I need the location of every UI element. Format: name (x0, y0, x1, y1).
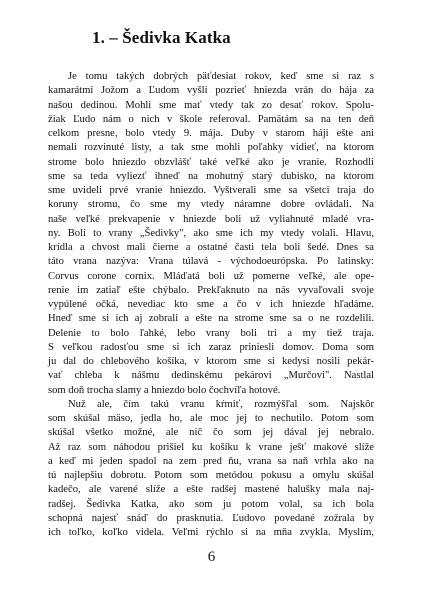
body-line: celkom presne, bolo vtedy 9. mája. Duby v starom háji ešte ani (48, 128, 374, 139)
page-number: 6 (207, 549, 216, 565)
body-text (48, 70, 374, 540)
body-line: našou dedinou. Mohli sme mať vtedy tak zo desať rokov. Spolu- (48, 99, 374, 111)
body-line: kamarátmi Jožom a Ľudom vyšli pozrieť hniezda vrán do hája za (48, 85, 374, 97)
body-line: Corvus corone cornix. Mláďatá boli už pomerne veľké, ale ope- (48, 270, 374, 282)
body-line: vať chleba k nášmu dedinskému pekárovi „Murčovi". Nastlal (48, 370, 374, 382)
body-line: skúšal všetko možné, ale nič čo som jej dával jej nebralo. (48, 427, 374, 439)
body-line: kadečo, ale varené slíže a ešte radšej mastené halušky mala naj- (48, 484, 374, 496)
body-line: koruny stromu, čo sme my vtedy náramne dobre ovládali. Na (48, 199, 374, 211)
body-line: Delenie to bolo ľahké, lebo vrany boli tri a my tiež traja. (48, 327, 374, 339)
body-line: vypúlené očká, nevediac kto sme a čo v ich hniezde hľadáme. (48, 299, 374, 310)
body-line: žiak Ľudo nám o nich v škole referoval. Pamätám sa na ten deň (48, 113, 374, 125)
body-line: Hneď sme si ich aj zobrali a ešte na strome sme sa o ne rozdelili. (48, 313, 374, 325)
body-line: Nuž ale, čím takú vranu kŕmiť, rozmýšľal som. Najskôr (68, 398, 374, 410)
body-line: som skúšal mäso, jedla ho, ale moc jej to nechutilo. Potom som (48, 413, 374, 424)
body-line: som doň trocha slamy a hniezdo bolo čochvíľa hotové. (48, 384, 281, 396)
body-line: a keď mi jeden spadol na zem pred ňu, vrana sa naň vrhla ako na (48, 455, 374, 467)
body-line: krídla a chvost mali čierne a ostatné časti tela boli šedé. Dnes sa (48, 242, 374, 253)
body-line: táto vrana nazýva: Vrana túlavá - východoeurópska. Po latinsky: (48, 256, 374, 268)
body-line: radšej. Šedivka Katka, ako som ju potom volal, sa ich bola (48, 498, 374, 510)
body-line: ju dal do chlebového košíka, v ktorom sme si kedysi nosili pekár- (48, 356, 374, 367)
body-line: sme uvideli prvé vranie hniezdo. Vyštverali sme sa všetci traja do (48, 185, 374, 196)
body-line: sme sa teda vyliezť ihneď na mohutný starý dubisko, na ktorom (48, 170, 374, 182)
body-line: ich toľko, koľko videla. Veľmi rýchlo si na mňa zvykla. Myslím, (48, 527, 374, 538)
body-line: naše veľké prekvapenie v hniezde boli už vyliahnuté mladé vra- (48, 213, 374, 225)
body-line: nemali rozvinuté listy, a tak sme mohli poľahky vidieť, na ktorom (48, 142, 374, 154)
body-line: strome bolo hniezdo obzvlášť také veľké ako je vranie. Rozhodli (48, 156, 374, 168)
body-line: S veľkou radosťou sme si ich zaraz priniesli domov. Doma som (48, 341, 374, 353)
chapter-title: 1. – Šedivka Katka (92, 28, 231, 47)
body-line: renie im zatiaľ ešte chýbalo. Prekľaknuto na nás vyvaľovali svoje (48, 284, 374, 296)
body-line: schopná najesť snáď do prasknutia. Ľudovo povedané zožrala by (48, 512, 374, 524)
body-line: tú najlepšiu dobrotu. Potom som metódou pokusu a omylu skúšal (48, 470, 374, 481)
body-line: ny. Boli to vrany „Šedivky", ako sme ich my vtedy volali. Hlavu, (48, 227, 374, 239)
body-line: Je tomu takých dobrých päťdesiat rokov, keď sme si raz s (68, 71, 374, 82)
body-line: Až raz som náhodou prišiel ku košíku k vrane ješť makové slíže (48, 441, 374, 453)
